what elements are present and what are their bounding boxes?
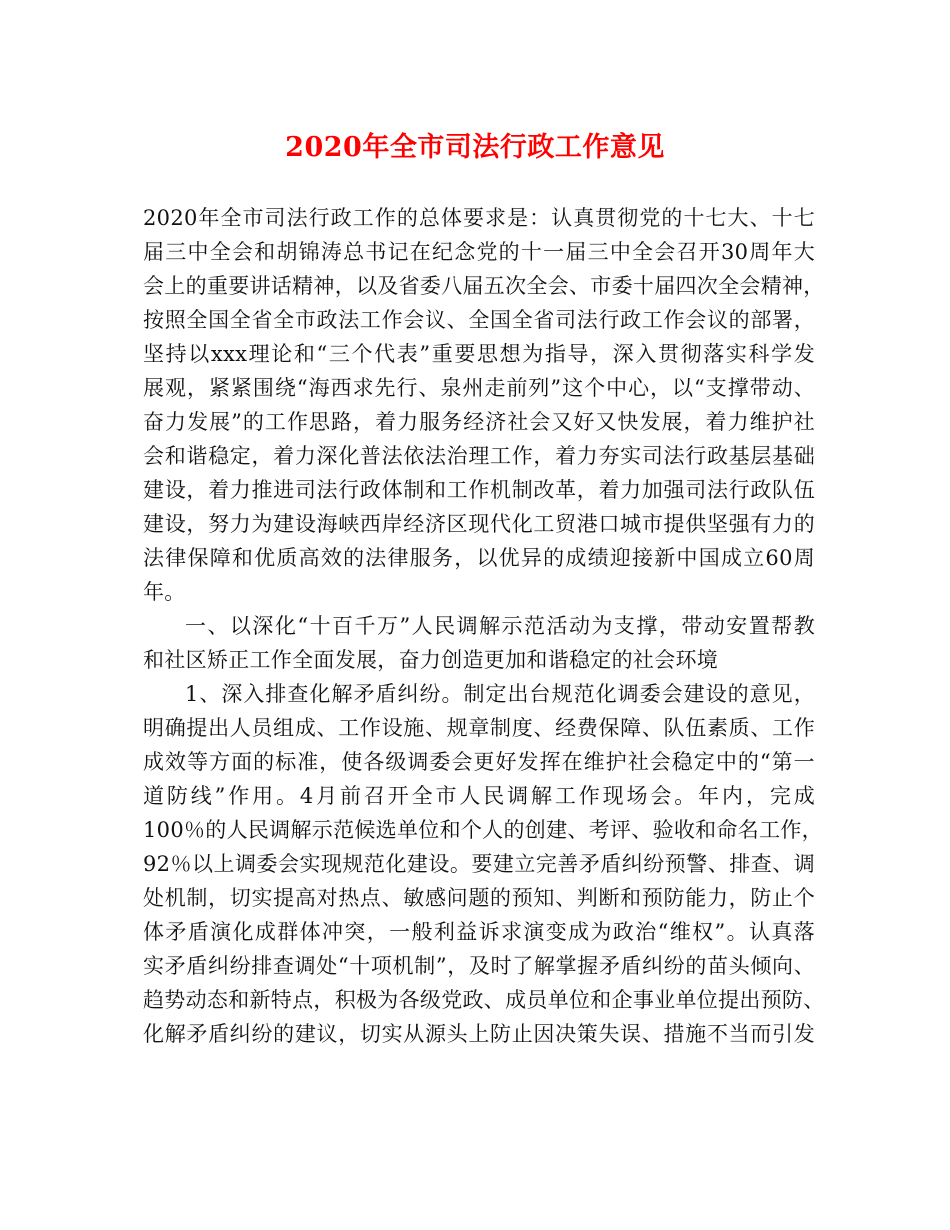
body-line: 年。 (143, 580, 186, 604)
body-line: 92％以上调委会实现规范化建设。要建立完善矛盾纠纷预警、排查、调 (143, 852, 815, 876)
document-body (143, 201, 825, 1051)
body-line: 会上的重要讲话精神，以及省委八届五次全会、市委十届四次全会精神， (143, 274, 825, 298)
body-line: 建设，着力推进司法行政体制和工作机制改革，着力加强司法行政队伍 (143, 478, 815, 502)
section-heading-line: 和社区矫正工作全面发展，奋力创造更加和谐稳定的社会环境 (143, 648, 719, 672)
body-line: 体矛盾演化成群体冲突，一般利益诉求演变成为政治“维权”。认真落 (143, 920, 815, 944)
body-line: 届三中全会和胡锦涛总书记在纪念党的十一届三中全会召开30周年大 (143, 240, 815, 264)
body-line: 建设，努力为建设海峡西岸经济区现代化工贸港口城市提供坚强有力的 (143, 512, 815, 536)
body-line: 化解矛盾纠纷的建议，切实从源头上防止因决策失误、措施不当而引发 (143, 1022, 815, 1046)
body-line: 会和谐稳定，着力深化普法依法治理工作，着力夯实司法行政基层基础 (143, 444, 815, 468)
body-line: 按照全国全省全市政法工作会议、全国全省司法行政工作会议的部署， (143, 308, 815, 332)
body-line: 展观，紧紧围绕“海西求先行、泉州走前列”这个中心，以“支撑带动、 (143, 376, 815, 400)
body-line: 100％的人民调解示范候选单位和个人的创建、考评、验收和命名工作， (143, 818, 823, 842)
body-line: 实矛盾纠纷排查调处“十项机制”，及时了解掌握矛盾纠纷的苗头倾向、 (143, 954, 815, 978)
body-line: 法律保障和优质高效的法律服务，以优异的成绩迎接新中国成立60周 (143, 546, 815, 570)
body-line: 成效等方面的标准，使各级调委会更好发挥在维护社会稳定中的“第一 (143, 750, 815, 774)
body-line: 坚持以xxx理论和“三个代表”重要思想为指导，深入贯彻落实科学发 (143, 342, 815, 366)
body-line: 2020年全市司法行政工作的总体要求是：认真贯彻党的十七大、十七 (143, 206, 815, 230)
section-heading-line: 一、以深化“十百千万”人民调解示范活动为支撑，带动安置帮教 (185, 614, 815, 638)
body-line: 奋力发展”的工作思路，着力服务经济社会又好又快发展，着力维护社 (143, 410, 815, 434)
body-line: 明确提出人员组成、工作设施、规章制度、经费保障、队伍素质、工作 (143, 716, 815, 740)
body-line: 处机制，切实提高对热点、敏感问题的预知、判断和预防能力，防止个 (143, 886, 815, 910)
body-line: 1、深入排查化解矛盾纠纷。制定出台规范化调委会建设的意见， (185, 682, 815, 706)
body-line: 趋势动态和新特点，积极为各级党政、成员单位和企事业单位提出预防、 (143, 988, 825, 1012)
document-title: 2020年全市司法行政工作意见 (285, 132, 665, 163)
body-line: 道防线”作用。4月前召开全市人民调解工作现场会。年内，完成 (143, 784, 815, 808)
